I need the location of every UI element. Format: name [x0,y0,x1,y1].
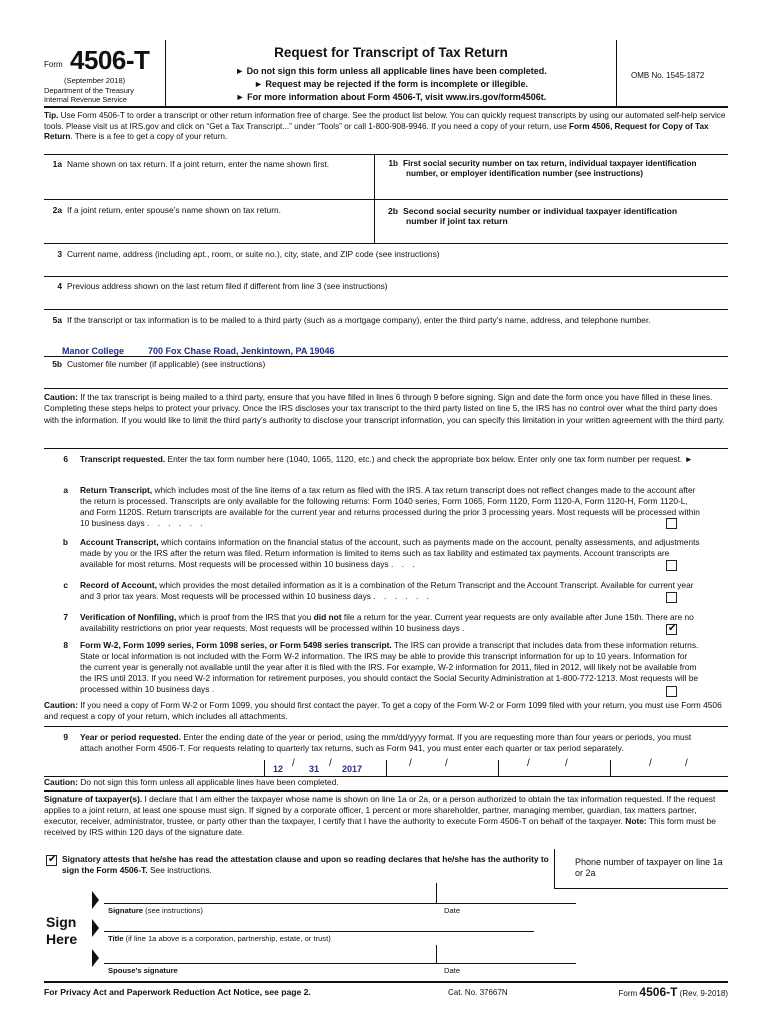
signature-heading: Signature of taxpayer(s). [44,794,143,804]
account-transcript-checkbox[interactable] [666,560,677,571]
item-8-text [80,640,700,695]
line-5a-row[interactable] [44,309,728,356]
catalog-number: Cat. No. 37667N [448,988,508,997]
item-6c-body: which provides the most detailed information as it is a combination of the Return Transcript and the Account Transcript. Available for current year and 3 prior tax years. Most requests will be processed within 10 business days [80,580,694,601]
period-date-2[interactable] [386,760,496,776]
form-footer [44,981,728,1005]
caution-1-rule [44,388,728,389]
phone-number-label: Phone number of taxpayer on line 1a or 2a [575,857,723,878]
signatory-attest-checkbox[interactable] [46,855,57,866]
line-1b-field[interactable] [384,159,726,179]
line-4-row[interactable] [44,276,728,309]
item-6-text [80,454,700,465]
line-5b-number: 5b [52,359,62,369]
spouse-arrow-icon [92,949,99,967]
line-2b-field[interactable] [384,206,684,227]
period-2-slash-2: / [445,758,448,769]
form-title: Request for Transcript of Tax Return [274,45,508,60]
item-6a-bold: Return Transcript, [80,485,153,495]
period-4-slash-2: / [685,758,688,769]
item-9-text [80,732,700,754]
spouse-signature-label: Spouse’s signature [108,966,178,975]
line-2a-field[interactable] [44,205,384,215]
phone-number-field[interactable] [554,849,728,889]
period-1-year: 2017 [342,764,363,774]
item-6a-body: which includes most of the line items of a tax return as filed with the IRS. A tax return transcript does not reflect changes made to the account after the return is processed. Transcripts are only available for the following returns: Form 1040 series, Form 1065, Form 1120, Form 1120-A, Form 1120-H, Form 1120-L, and Form 1120S. Return transcripts are available for the current year and returns processed during the prior 3 processing years. Most requests will be processed within 10 business days [80,485,700,528]
signature-declaration [44,794,728,838]
third-party-address-value[interactable]: 700 Fox Chase Road, Jenkintown, PA 19046 [148,346,335,356]
caution-1-text: If the tax transcript is being mailed to a third party, ensure that you have filled in lines 6 through 9 before signing. Sign and date the form once you have filled in these lines. Completing these steps helps to protect your privacy. Once the IRS discloses your tax transcript to the third party listed on line 5, the IRS has no control over what the third party does with the information. If you would like to limit the third party’s authority to disclose your transcript information, you can specify this limitation in your written agreement with the third party. [44,392,725,425]
verification-of-nonfiling-checkbox[interactable] [666,624,677,635]
record-of-account-checkbox[interactable] [666,592,677,603]
item-6-body: Enter the tax form number here (1040, 1065, 1120, etc.) and check the appropriate box below. Enter only one tax form number per request. ► [165,454,693,464]
header-bullet-2: ► Request may be rejected if the form is incomplete or illegible. [254,79,528,90]
item-6-rule [44,448,728,449]
tip-bold: Form 4506, Request for Copy of Tax Return [44,121,709,142]
item-7-bold: Verification of Nonfiling, [80,612,177,622]
item-6a-dots: . . . . . . [147,517,206,528]
item-6-bold: Transcript requested. [80,454,166,464]
line-1b-label: First social security number on tax return, individual taxpayer identification number, or employer identification number (see instructions) [403,159,697,178]
item-9-body: Enter the ending date of the year or period, using the mm/dd/yyyy format. If you are requesting more than four years or periods, you must attach another Form 4506-T. For requests relating to quarterly tax returns, such as Form 941, you must enter each quarter or tax period separately. [80,732,692,753]
period-date-3[interactable] [498,760,608,776]
item-7-bold-2: did not [313,612,342,622]
caution-3-text: Do not sign this form unless all applicable lines have been completed. [77,777,339,787]
line-1a-number: 1a [52,159,62,169]
item-8-number: 8 [63,640,68,650]
caution-1 [44,392,728,426]
line-5a-number: 5a [52,315,62,325]
line-3-label: Current name, address (including apt., room, or suite no.), city, state, and ZIP code (see instructions) [67,249,440,259]
third-party-name-value[interactable]: Manor College [62,346,125,356]
line-1-divider [374,155,375,200]
caution-2 [44,700,728,723]
line-4-number: 4 [57,281,62,291]
line-3-field [44,249,724,259]
item-6c-bold: Record of Account, [80,580,157,590]
line-2b-label: Second social security number or individual taxpayer identification number if joint tax return [403,206,678,227]
w2-1099-transcript-checkbox[interactable] [666,686,677,697]
line-2a-number: 2a [52,205,62,215]
item-9-bold: Year or period requested. [80,732,181,742]
privacy-notice: For Privacy Act and Paperwork Reduction Act Notice, see page 2. [44,987,311,997]
item-9-number: 9 [63,732,68,742]
line-2a-label: If a joint return, enter spouse’s name shown on tax return. [67,205,281,215]
period-3-slash-1: / [527,758,530,769]
item-6a-letter: a [63,485,68,495]
caution-2-text: If you need a copy of Form W-2 or Form 1099, you should first contact the payer. To get a copy of the Form W-2 or Form 1099 filed with your return, you must use Form 4506 and request a copy of your return, which includes all attachments. [44,700,722,722]
header-bullet-3: ► For more information about Form 4506-T, visit www.irs.gov/form4506t. [235,92,547,103]
signature-label: Signature [108,906,144,915]
return-transcript-checkbox[interactable] [666,518,677,529]
line-1a-field[interactable] [44,159,384,169]
signature-hint: (see instructions) [143,906,203,915]
form-id-block [44,40,166,106]
signature-rule [44,790,728,792]
signature-text-a: I declare that I am either the taxpayer whose name is shown on line 1a or 2a, or a person authorized to obtain the tax information requested. If the request applies to a joint return, at least one spouse must sign. If signed by a corporate officer, 1 percent or more shareholder, partner, managing member, guardian, tax matters partner, executor, receiver, administrator, trustee, or party other than the taxpayer, I certify that I have the authority to execute Form 4506-T on behalf of the taxpayer. [44,794,716,827]
period-1-day: 31 [309,764,320,774]
item-7-body-a: which is proof from the IRS that you [176,612,314,622]
tip-text-a: Use Form 4506-T to order a transcript or other return information free of charge. See the product list below. You can quickly request transcripts by using our automated self-help service tools. Please visit us at IRS.gov and click on “Get a Tax Transcript...” under “Tools” or call 1-800-908-9946. If you need a copy of your return, use [44,111,726,131]
agency-name: Internal Revenue Service [44,94,127,104]
line-4-field [44,281,724,291]
line-5b-row[interactable] [44,356,728,388]
spouse-date-line[interactable] [436,963,576,975]
line-5b-field [44,359,724,369]
item-6b-text [80,537,700,570]
signature-arrow-icon [92,891,99,909]
signature-note-label: Note: [625,816,647,827]
footer-form-number: 4506-T [639,985,678,999]
tip-label: Tip. [44,111,59,120]
line-5a-label: If the transcript or tax information is to be mailed to a third party (such as a mortgage company), enter the third party’s name, address, and telephone number. [67,315,651,325]
line-1-row [44,154,728,199]
line-2-row [44,199,728,243]
department [44,87,134,104]
caution-1-label: Caution: [44,392,78,402]
item-6c-letter: c [63,580,68,590]
period-3-slash-2: / [565,758,568,769]
omb-block [616,40,728,106]
item-7-number: 7 [63,612,68,622]
title-line[interactable] [104,931,534,943]
period-date-4[interactable] [610,760,724,776]
line-3-number: 3 [57,249,62,259]
title-hint: (if line 1a above is a corporation, partnership, estate, or trust) [123,934,331,943]
line-3-row[interactable] [44,243,728,276]
item-7-dots: . [462,622,468,633]
period-2-slash-1: / [409,758,412,769]
form-title-block [167,40,615,106]
form-number: 4506-T [70,45,150,75]
form-revision: (September 2018) [64,76,126,85]
item-8-dots: . [211,683,218,694]
item-6b-dots: . . . [390,558,418,569]
item-8-bold: Form W-2, Form 1099 series, Form 1098 series, or Form 5498 series transcript. [80,640,392,650]
signature-section [44,849,728,981]
period-1-month: 12 [273,764,284,774]
caution-3 [44,777,728,788]
period-4-slash-1: / [649,758,652,769]
omb-number: OMB No. 1545-1872 [631,71,705,80]
form-word: Form [44,60,63,69]
footer-revision: (Rev. 9-2018) [677,989,728,998]
footer-form-word: Form [618,989,640,998]
title-arrow-icon [92,919,99,937]
item-6c-dots: . . . . . . [373,590,432,601]
caution-2-label: Caution: [44,700,78,710]
line-2-divider [374,200,375,244]
item-6b-letter: b [62,537,68,547]
tip-paragraph [44,111,728,143]
attestation-see: See instructions. [147,864,212,875]
spouse-date-divider [436,945,437,963]
line-4-label: Previous address shown on the last return filed if different from line 3 (see instructions) [67,281,388,291]
sign-here-label: Sign Here [46,914,78,947]
signature-date-label: Date [444,906,461,915]
department-name: Department of the Treasury [44,86,134,95]
line-1a-label: Name shown on tax return. If a joint return, enter the name shown first. [67,159,330,169]
signature-text-b: This form must be received by IRS within 120 days of the signature date. [44,816,716,838]
signature-date-line[interactable] [436,903,576,915]
title-label: Title [108,934,124,943]
period-1-slash-2: / [329,758,332,769]
period-date-fields [264,760,724,776]
signature-date-divider [436,883,437,903]
attestation-bold: Signatory attests that he/she has read the attestation clause and upon so reading declares that he/she has the authority to sign the Form 4506-T. [62,854,549,875]
header-bullet-1: ► Do not sign this form unless all applicable lines have been completed. [235,65,547,76]
item-6a-text [80,485,700,529]
line-2b-number: 2b [387,206,398,216]
footer-form-id [619,985,728,1000]
tip-text-b: . There is a fee to get a copy of your return. [70,132,228,142]
line-5a-field [44,315,724,325]
line-5b-label: Customer file number (if applicable) (see instructions) [67,359,266,369]
item-7-body-b: file a return for the year. Current year requests are only available after June 15th. There are no availability restrictions on prior year requests. Most requests will be processed within 10 business days [80,612,694,633]
period-1-slash-1: / [292,758,295,769]
form-header [44,40,728,108]
caution-3-label: Caution: [44,777,78,787]
item-8-body: The IRS can provide a transcript that includes data from these information returns. State or local information is not included with the Form W-2 information. The IRS may be able to provide this transcript information for up to 10 years. Information for the current year is generally not available until the year after it is filed with the IRS. For example, W-2 information for 2011, filed in 2012, will likely not be available from the IRS until 2013. If you need W-2 information for retirement purposes, you should contact the Social Security Administration at 1-800-772-1213. Most requests will be processed within 10 business days [80,640,699,694]
spouse-date-label: Date [444,966,461,975]
item-7-text [80,612,700,634]
item-6b-body: which contains information on the financial status of the account, such as payments made on the account, penalty assessments, and adjustments made by you or the IRS after the return was filed. Return information is limited to items such as tax liability and estimated tax payments. Account transcripts are available for most returns. Most requests will be processed within 10 business days [80,537,700,569]
attestation-text [62,854,552,876]
period-date-1[interactable] [264,760,384,776]
item-6b-bold: Account Transcript, [80,537,159,547]
line-1b-number: 1b [388,159,398,168]
item-6c-text [80,580,700,602]
item-9-rule [44,726,728,727]
item-6-number: 6 [63,454,68,464]
